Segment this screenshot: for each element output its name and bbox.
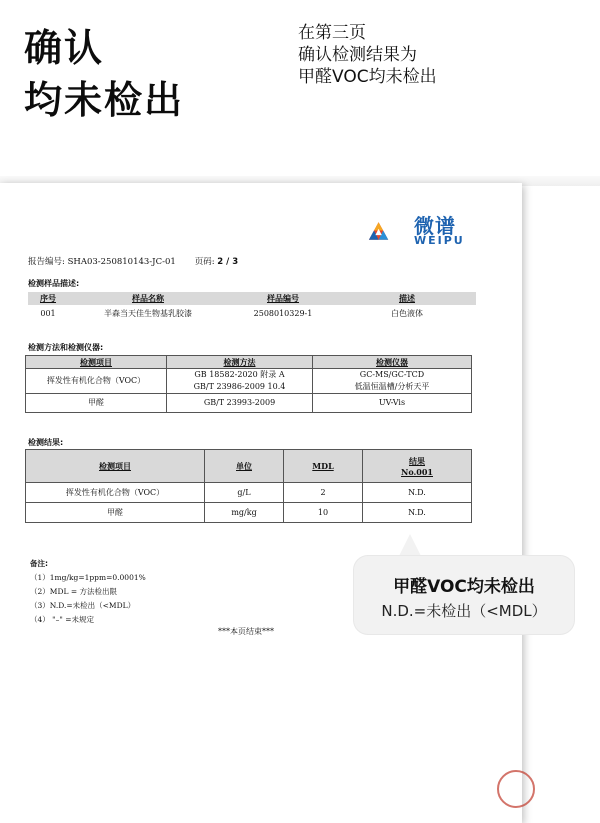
column-header: 单位 [205, 450, 284, 483]
note-item: （3）N.D.=未检出（<MDL） [30, 601, 136, 610]
results-table [25, 449, 472, 523]
report-number-label: 报告编号: [28, 257, 65, 267]
column-header: 序号 [28, 292, 68, 305]
column-header: 检测项目 [26, 356, 167, 369]
methods-table [25, 355, 472, 413]
table-cell: 10 [284, 503, 363, 523]
table-cell: 挥发性有机化合物（VOC） [26, 369, 167, 394]
result-header: 结果 [409, 455, 425, 466]
table-cell [167, 369, 313, 394]
table-header-row [28, 292, 476, 305]
table-cell: UV-Vis [313, 394, 472, 413]
methods-title: 检测方法和检测仪器: [28, 343, 104, 352]
bubble-tail [398, 534, 422, 558]
side-text-line3: 甲醛VOC均未检出 [298, 67, 437, 87]
table-header-row [26, 356, 472, 369]
column-header: 样品名称 [68, 292, 228, 305]
table-cell: 白色液体 [391, 308, 423, 318]
table-row [26, 394, 472, 413]
results-title: 检测结果: [28, 438, 64, 447]
column-header: 检测项目 [26, 450, 205, 483]
table-row [28, 305, 476, 321]
column-header: MDL [284, 450, 363, 483]
logo-en: WEIPU [414, 234, 465, 247]
callout-title: 甲醛VOC均未检出 [393, 577, 535, 597]
samples-table [28, 292, 476, 321]
report-number-line [28, 255, 238, 267]
table-cell: 2 [284, 483, 363, 503]
instrument-line: GC-MS/GC-TCD [359, 370, 425, 379]
table-cell: 半森当天佳生物基乳胶漆 [104, 308, 192, 318]
callout-subtitle: N.D.=未检出（<MDL） [381, 602, 547, 620]
sample-number-header: No.001 [401, 466, 433, 477]
table-cell [313, 369, 472, 394]
callout-bubble [354, 556, 574, 634]
table-row [26, 503, 472, 523]
samples-title: 检测样品描述: [28, 279, 80, 288]
note-item: （2）MDL = 方法检出限 [30, 587, 117, 596]
page-number: 2 / 3 [217, 257, 239, 267]
page-end-text: ***本页结束*** [218, 627, 274, 636]
table-cell: 甲醛 [26, 503, 205, 523]
table-cell: g/L [205, 483, 284, 503]
page-label: 页码: [194, 257, 215, 267]
column-header [363, 450, 472, 483]
column-header: 检测仪器 [313, 356, 472, 369]
table-cell: 挥发性有机化合物（VOC） [26, 483, 205, 503]
side-text-line1: 在第三页 [298, 23, 366, 43]
table-row [26, 369, 472, 394]
method-line: GB/T 23986-2009 10.4 [193, 382, 286, 391]
column-header: 检测方法 [167, 356, 313, 369]
table-header-row [26, 450, 472, 483]
headline [24, 22, 184, 126]
report-number: SHA03-250810143-JC-01 [67, 257, 176, 267]
table-cell: 2508010329-1 [253, 308, 313, 318]
table-cell: N.D. [363, 483, 472, 503]
table-cell: GB/T 23993-2009 [167, 394, 313, 413]
headline-line1: 确认 [24, 26, 105, 70]
table-row [26, 483, 472, 503]
logo-cn: 微谱 [414, 214, 456, 238]
notes-title: 备注: [30, 559, 48, 568]
note-item: （1）1mg/kg=1ppm=0.0001% [30, 573, 146, 582]
column-header: 描述 [338, 292, 476, 305]
weipu-logo-icon [368, 210, 414, 252]
column-header: 样品编号 [228, 292, 338, 305]
table-cell: 001 [40, 308, 56, 318]
side-text-line2: 确认检测结果为 [298, 45, 417, 65]
instrument-line: 低温恒温槽/分析天平 [354, 382, 430, 391]
table-cell: N.D. [363, 503, 472, 523]
side-text [298, 22, 437, 88]
headline-line2: 均未检出 [24, 78, 185, 122]
table-cell: 甲醛 [26, 394, 167, 413]
notes [30, 557, 146, 627]
seal-stamp-icon [497, 770, 535, 808]
table-cell: mg/kg [205, 503, 284, 523]
note-item: （4） "–" =未规定 [30, 615, 94, 624]
method-line: GB 18582-2020 附录 A [194, 370, 285, 379]
